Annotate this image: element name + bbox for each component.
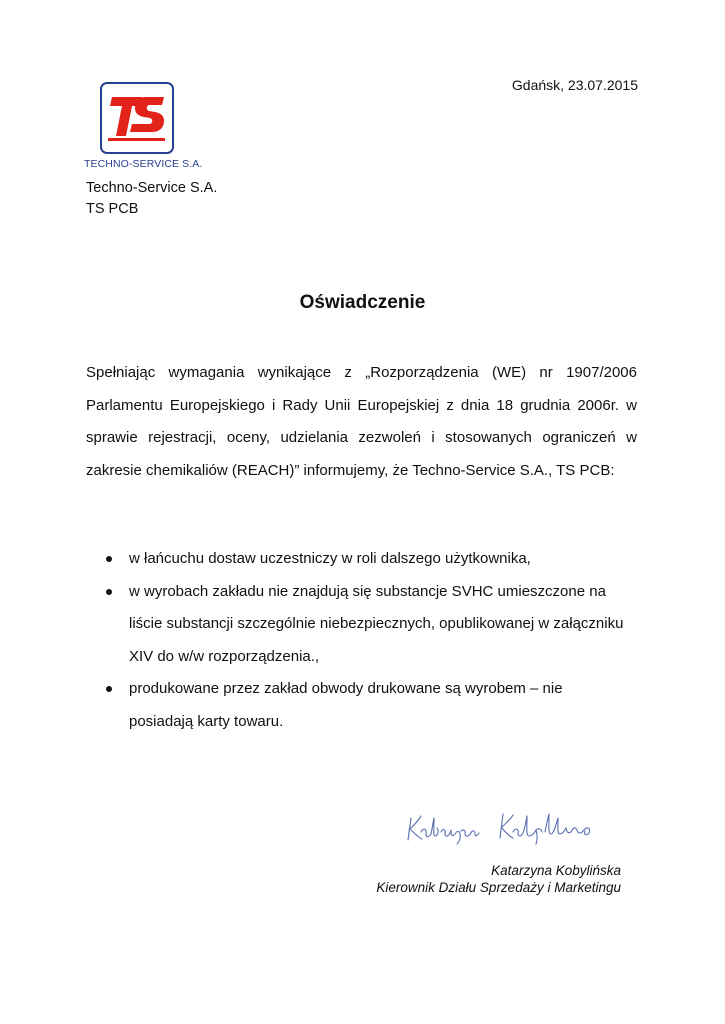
place-and-date: Gdańsk, 23.07.2015 [511, 77, 638, 93]
signatory-block [376, 862, 621, 896]
company-unit: TS PCB [86, 201, 139, 217]
list-item-text: w łańcuchu dostaw uczestniczy w roli dalszego użytkownika, [129, 550, 531, 567]
ts-logo-icon [102, 84, 171, 151]
logo-caption: TECHNO-SERVICE S.A. [84, 158, 203, 170]
list-item [104, 543, 624, 576]
statement-paragraph: Spełniając wymagania wynikające z „Rozporządzenia (WE) nr 1907/2006 Parlamentu Europejskiego i Rady Unii Europejskiej z dnia 18 grudnia 2006r. w sprawie rejestracji, oceny, udzielania zezwoleń i stosowanych ograniczeń w zakresie chemikaliów (REACH)” informujemy, że Techno-Service S.A., TS PCB: [86, 364, 637, 479]
company-block [86, 178, 217, 220]
document-title: Oświadczenie [299, 292, 426, 313]
list-item-text: w wyrobach zakładu nie znajdują się substancje SVHC umieszczone na liście substancji szczególnie niebezpiecznych, opublikowanej w załączniku XIV do w/w rozporządzenia., [129, 582, 624, 665]
company-name: Techno-Service S.A. [86, 180, 218, 196]
bullet-icon [106, 589, 112, 595]
list-item-text: produkowane przez zakład obwody drukowane są wyrobem – nie posiadają karty towaru. [129, 680, 563, 730]
statement-list [104, 543, 624, 738]
bullet-icon [106, 556, 112, 562]
list-item [104, 576, 624, 674]
bullet-icon [106, 686, 112, 692]
list-item [104, 673, 624, 738]
signatory-position: Kierownik Działu Sprzedaży i Marketingu [376, 880, 621, 895]
handwritten-signature [405, 806, 600, 850]
signatory-name: Katarzyna Kobylińska [491, 863, 621, 878]
company-logo [100, 82, 174, 154]
